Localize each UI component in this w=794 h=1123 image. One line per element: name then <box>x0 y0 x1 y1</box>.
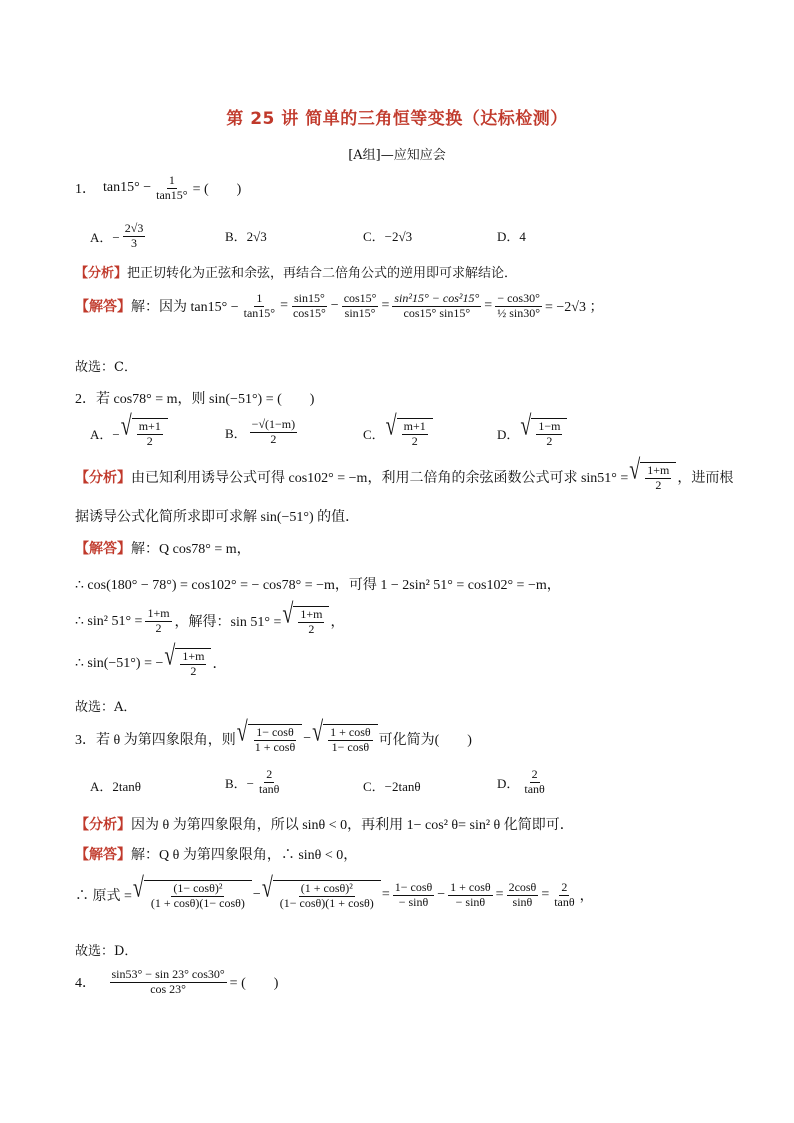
q3-answer-sqrt-1: √ $\frac{\text{(1− cosθ)²}}{(1 + \cos\theta)(1- \cos\theta)}$ <box>133 880 252 911</box>
q2-analysis-tag: 【分析】 <box>75 470 131 487</box>
q3-answer-frac-6 <box>552 881 576 910</box>
q3-a5-num: 2cosθ <box>508 880 537 894</box>
q3-analysis-text: 因为 θ 为第四象限角，所以 sinθ < 0，再利用 1− cos² θ= sin² θ 化简即可． <box>131 818 574 833</box>
q2-option-d-num: 1−m <box>538 419 561 433</box>
q2-answer-line3-num: 1+m <box>147 606 170 620</box>
q2-option-c-label: C． <box>363 426 385 442</box>
q3-a4-num: 1 + cosθ <box>450 880 491 894</box>
q2-analysis-line2: 据诱导公式化简所求即可求解 sin(−51°) 的值． <box>75 510 360 525</box>
q2-option-b-den: 2 <box>270 431 277 446</box>
q3-r2-den: 1− cosθ <box>331 739 370 754</box>
q3-a6-num: 2 <box>561 880 568 894</box>
q1-analysis-tag: 【分析】 <box>75 266 128 281</box>
q3-answer-frac-3 <box>393 881 435 910</box>
q2-option-a-sqrt: √ $\frac{m+1}{2}$ <box>121 418 168 449</box>
q3-a2-num: (1 + cosθ)² <box>300 881 353 895</box>
q3-a1-num: (1− cosθ)² <box>173 881 223 895</box>
q3-r1-den: 1 + cosθ <box>254 739 296 754</box>
q1-f2-den: cos15° <box>292 305 326 320</box>
q2-option-c-num: m+1 <box>403 419 426 433</box>
q2-answer-line3-mid: ，解得：sin 51° = <box>174 615 282 631</box>
q3-answer-frac-5 <box>507 881 539 910</box>
q3-option-d-num: 2 <box>531 767 538 781</box>
q2-answer-line3-frac <box>145 607 171 636</box>
q3-stem: 3．若 θ 为第四象限角，则 √ $\frac{1- \cos\theta}{1 + \cos\theta}$ − √ $\frac{1 + \cos\theta}{1- \cos\theta}$ 可化简为( ) <box>75 716 472 754</box>
q1-option-b: B．2√3 <box>225 229 267 244</box>
q3-stem-post: 可化简为( ) <box>378 733 472 749</box>
q1-analysis <box>75 262 517 281</box>
q3-option-b-label: B．− <box>225 775 255 791</box>
q2-option-b-fraction <box>250 418 297 447</box>
q3-option-b-num: 2 <box>266 767 273 781</box>
q2-answer-line3-sqrt-den: 2 <box>308 621 315 636</box>
q1-option-a <box>90 222 148 251</box>
q3-answer-line1 <box>75 844 357 864</box>
q1-option-a-fraction <box>123 222 146 251</box>
q2-option-a-num: m+1 <box>138 419 161 433</box>
q1-stem-pre: tan15° − <box>103 180 152 196</box>
q2-option-c <box>363 410 434 449</box>
q2-option-d-sqrt: √ $\frac{1-m}{2}$ <box>520 418 567 449</box>
q4-fraction <box>110 968 227 997</box>
q3-analysis-tag: 【分析】 <box>75 817 131 833</box>
q3-r1-num: 1− cosθ <box>256 725 294 739</box>
q2-analysis-num: 1+m <box>647 463 670 477</box>
q1-answer-frac-2 <box>291 292 328 321</box>
q2-stem: 2．若 cos78° = m，则 sin(−51°) = ( ) <box>75 392 315 407</box>
q2-option-b <box>225 418 300 447</box>
q2-analysis-den: 2 <box>655 477 662 492</box>
q3-option-d-den: tanθ <box>524 781 545 796</box>
q3-answer-sqrt-2: √ $\frac{\text{(1 + cosθ)²}}{(1- \cos\theta)(1 + \cos\theta)}$ <box>262 880 381 911</box>
q1-f3-den: sin15° <box>344 305 376 320</box>
q1-stem <box>75 174 241 203</box>
q2-choice: 故选：A． <box>75 700 137 715</box>
q2-analysis-post: ，进而根 <box>677 471 734 487</box>
q2-answer-line1 <box>75 538 251 558</box>
q3-answer-tag: 【解答】 <box>75 847 131 863</box>
q1-f2-num: sin15° <box>293 291 325 305</box>
q3-a3-den: − sinθ <box>398 894 429 909</box>
q3-a6-den: tanθ <box>554 894 575 909</box>
q2-answer-line3 <box>75 598 345 637</box>
section-subtitle: [A组]—应知应会 <box>348 148 446 163</box>
q1-answer-tag: 【解答】 <box>75 299 131 316</box>
q3-a1-den: (1 + cosθ)(1− cosθ) <box>150 895 245 910</box>
q2-option-c-den: 2 <box>411 433 418 448</box>
q3-option-b <box>225 768 284 797</box>
q2-answer-line3-den: 2 <box>155 620 162 635</box>
q1-option-c: C．−2√3 <box>363 229 413 244</box>
q1-answer-frac-1 <box>242 292 277 321</box>
q2-answer-line4-den: 2 <box>190 663 197 678</box>
q1-answer: 【解答】 解：因为 tan15° − $\frac{1}{\tan 15^\circ}$ = $\frac{\sin 15^\circ}{\cos 15^\circ}$ − $\frac{\cos 15^\circ}{\sin 15^\circ}$ = $\frac{\text{sin²15° − cos²15°}}{\cos 15^\circ \sin 15^\circ}$ = $\frac{- \cos 30^\circ}{\text{½ sin30°}}$ = −2√3 ； <box>75 291 604 320</box>
q1-option-d: D．4 <box>497 229 526 244</box>
q2-option-b-num: −√(1−m) <box>251 417 296 431</box>
q3-analysis <box>75 814 574 834</box>
q2-answer-line3-sqrt: √ $\frac{1+m}{2}$ <box>282 606 329 637</box>
q3-answer-line2-post: ， <box>579 889 594 905</box>
q3-choice: 故选：D． <box>75 944 138 959</box>
q3-stem-pre: 3．若 θ 为第四象限角，则 <box>75 733 236 749</box>
q2-option-c-sqrt: √ $\frac{m+1}{2}$ <box>386 418 433 449</box>
q2-analysis-sqrt: √ $\frac{1+m}{2}$ <box>629 462 676 493</box>
q4-stem <box>75 968 278 997</box>
q1-f1-den: tan15° <box>243 305 276 320</box>
q2-option-d <box>497 410 568 449</box>
q1-analysis-text: 把正切转化为正弦和余弦，再结合二倍角公式的逆用即可求解结论． <box>127 266 518 281</box>
page-title: 第 25 讲 简单的三角恒等变换（达标检测） <box>226 109 568 129</box>
q1-f4-num: sin²15° − cos²15° <box>394 291 480 305</box>
q3-option-a: A．2tanθ <box>90 779 141 794</box>
q2-option-b-label: B． <box>225 425 247 441</box>
q2-answer-line4-pre: ∴ sin(−51°) = − <box>75 655 164 671</box>
q3-option-b-den: tanθ <box>259 781 280 796</box>
q3-a5-den: sinθ <box>512 894 533 909</box>
q3-a4-den: − sinθ <box>455 894 486 909</box>
q3-option-d-label: D． <box>497 775 520 791</box>
q1-f1-num: 1 <box>256 291 263 305</box>
q2-option-a-den: 2 <box>146 433 153 448</box>
q4-number: 4． <box>75 976 96 992</box>
q1-option-a-num: 2√3 <box>124 221 144 235</box>
q1-number: 1． <box>75 182 96 198</box>
q1-frac-den: tan15° <box>156 187 188 202</box>
q1-f4-den: cos15° sin15° <box>403 305 471 320</box>
q1-answer-frac-4 <box>392 292 481 321</box>
q2-analysis <box>75 454 734 493</box>
q2-answer-line2: ∴ cos(180° − 78°) = cos102° = − cos78° = −m，可得 1 − 2sin² 51° = cos102° = −m， <box>75 578 561 593</box>
q2-answer-line1-text: 解：Q cos78° = m， <box>131 542 251 557</box>
q2-answer-line3-post: ， <box>330 615 345 631</box>
q1-option-a-label: A．− <box>90 229 120 245</box>
q1-frac-num: 1 <box>168 173 175 187</box>
q2-option-d-den: 2 <box>546 433 553 448</box>
q1-f5-num: − cos30° <box>497 291 540 305</box>
q3-option-d <box>497 768 550 797</box>
q4-frac-den: cos 23° <box>150 981 186 996</box>
q3-option-d-fraction <box>522 768 546 797</box>
q3-a3-num: 1− cosθ <box>394 880 433 894</box>
q3-answer-line2-pre: ∴ 原式 = <box>75 889 132 905</box>
q1-answer-pre: 解：因为 tan15° − <box>131 300 239 316</box>
q2-answer-line4-sqrt: √ $\frac{1+m}{2}$ <box>164 648 211 679</box>
q3-answer-frac-4 <box>448 881 493 910</box>
q2-option-a-label: A．− <box>90 426 120 442</box>
q4-stem-post: = ( ) <box>229 976 279 992</box>
q2-answer-line4-num: 1+m <box>182 649 205 663</box>
q2-analysis-pre: 由已知利用诱导公式可得 cos102° = −m，利用二倍角的余弦函数公式可求 sin51° = <box>131 471 629 487</box>
q3-option-b-fraction <box>257 768 281 797</box>
q3-stem-sqrt-2: √ $\frac{1 + \cos\theta}{1- \cos\theta}$ <box>312 724 378 755</box>
q4-frac-num: sin53° − sin 23° cos30° <box>111 967 225 981</box>
q2-option-a <box>90 410 169 449</box>
q1-f3-num: cos15° <box>343 291 377 305</box>
q2-answer-line4 <box>75 640 227 679</box>
q2-answer-line3-pre: ∴ sin² 51° = <box>75 613 143 629</box>
q1-answer-post: = −2√3 ； <box>545 300 604 316</box>
q2-answer-tag: 【解答】 <box>75 541 131 557</box>
q2-answer-line4-post: ． <box>212 657 227 673</box>
q2-option-d-label: D． <box>497 426 520 442</box>
q1-answer-frac-5 <box>495 292 542 321</box>
q3-answer-line1-text: 解：Q θ 为第四象限角，∴ sinθ < 0， <box>131 848 358 863</box>
q1-fraction <box>154 174 189 203</box>
q1-option-a-den: 3 <box>131 235 138 250</box>
q1-answer-frac-3 <box>342 292 379 321</box>
q3-option-c: C．−2tanθ <box>363 779 421 794</box>
q3-answer-line2: ∴ 原式 = √ $\frac{\text{(1− cosθ)²}}{(1 + \cos\theta)(1- \cos\theta)}$ − √ $\frac{\text{(1 + cosθ)²}}{(1- \cos\theta)(1 + \cos\theta)}$ = $\frac{1- \cos\theta}{- \sin\theta}$ − $\frac{1 + \cos\theta}{- \sin\theta}$ = $\frac{2\cos\theta}{\sin\theta}$ = $\frac{2}{\tan\theta}$ ， <box>75 872 594 910</box>
q2-answer-line3-sqrt-num: 1+m <box>300 607 323 621</box>
q3-r2-num: 1 + cosθ <box>330 725 371 739</box>
q1-f5-den: ½ sin30° <box>497 305 540 320</box>
q3-a2-den: (1− cosθ)(1 + cosθ) <box>279 895 374 910</box>
q3-stem-sqrt-1: √ $\frac{1- \cos\theta}{1 + \cos\theta}$ <box>237 724 303 755</box>
q1-stem-post: = ( ) <box>192 182 242 198</box>
q1-choice: 故选：C． <box>75 360 137 375</box>
